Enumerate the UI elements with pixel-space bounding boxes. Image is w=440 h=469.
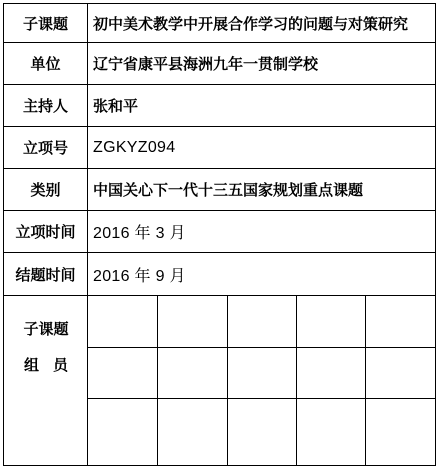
value-subtopic: 初中美术教学中开展合作学习的问题与对策研究 [93, 14, 409, 33]
value-category: 中国关心下一代十三五国家规划重点课题 [93, 181, 364, 199]
value-unit: 辽宁省康平县海洲九年一贯制学校 [93, 55, 319, 73]
members-label-line1: 子课题 [23, 320, 69, 338]
value-completion-time: 2016 年 9 月 [93, 267, 186, 285]
member-cell [228, 399, 296, 463]
members-label [4, 296, 88, 465]
members-grid [88, 296, 435, 465]
label-host: 主持人 [4, 85, 88, 126]
member-cell [88, 296, 157, 347]
row-members [4, 296, 435, 465]
label-completion-time: 结题时间 [4, 253, 88, 295]
label-category: 类别 [4, 169, 88, 210]
member-cell [228, 348, 296, 398]
member-cell [297, 399, 365, 463]
label-unit: 单位 [4, 43, 88, 84]
label-subtopic: 子课题 [4, 4, 88, 42]
row-unit [4, 43, 435, 85]
member-cell [366, 348, 435, 398]
member-cell [88, 399, 157, 463]
member-cell [366, 296, 435, 347]
row-host [4, 85, 435, 127]
member-cell [297, 348, 365, 398]
member-cell [158, 296, 227, 347]
row-completion-time [4, 253, 435, 296]
row-subtopic [4, 4, 435, 43]
value-host: 张和平 [93, 97, 139, 115]
member-cell [158, 399, 227, 463]
label-project-number: 立项号 [4, 127, 88, 168]
member-cell [158, 348, 227, 398]
value-project-number: ZGKYZ094 [93, 138, 176, 156]
project-info-form [3, 3, 436, 466]
members-label-line2: 组员 [23, 356, 82, 374]
member-cell [88, 348, 157, 398]
row-category [4, 169, 435, 211]
member-cell [228, 296, 296, 347]
row-approval-time [4, 211, 435, 253]
member-cell [366, 399, 435, 463]
label-approval-time: 立项时间 [4, 211, 88, 252]
member-cell [297, 296, 365, 347]
value-approval-time: 2016 年 3 月 [93, 225, 186, 242]
row-project-number [4, 127, 435, 169]
